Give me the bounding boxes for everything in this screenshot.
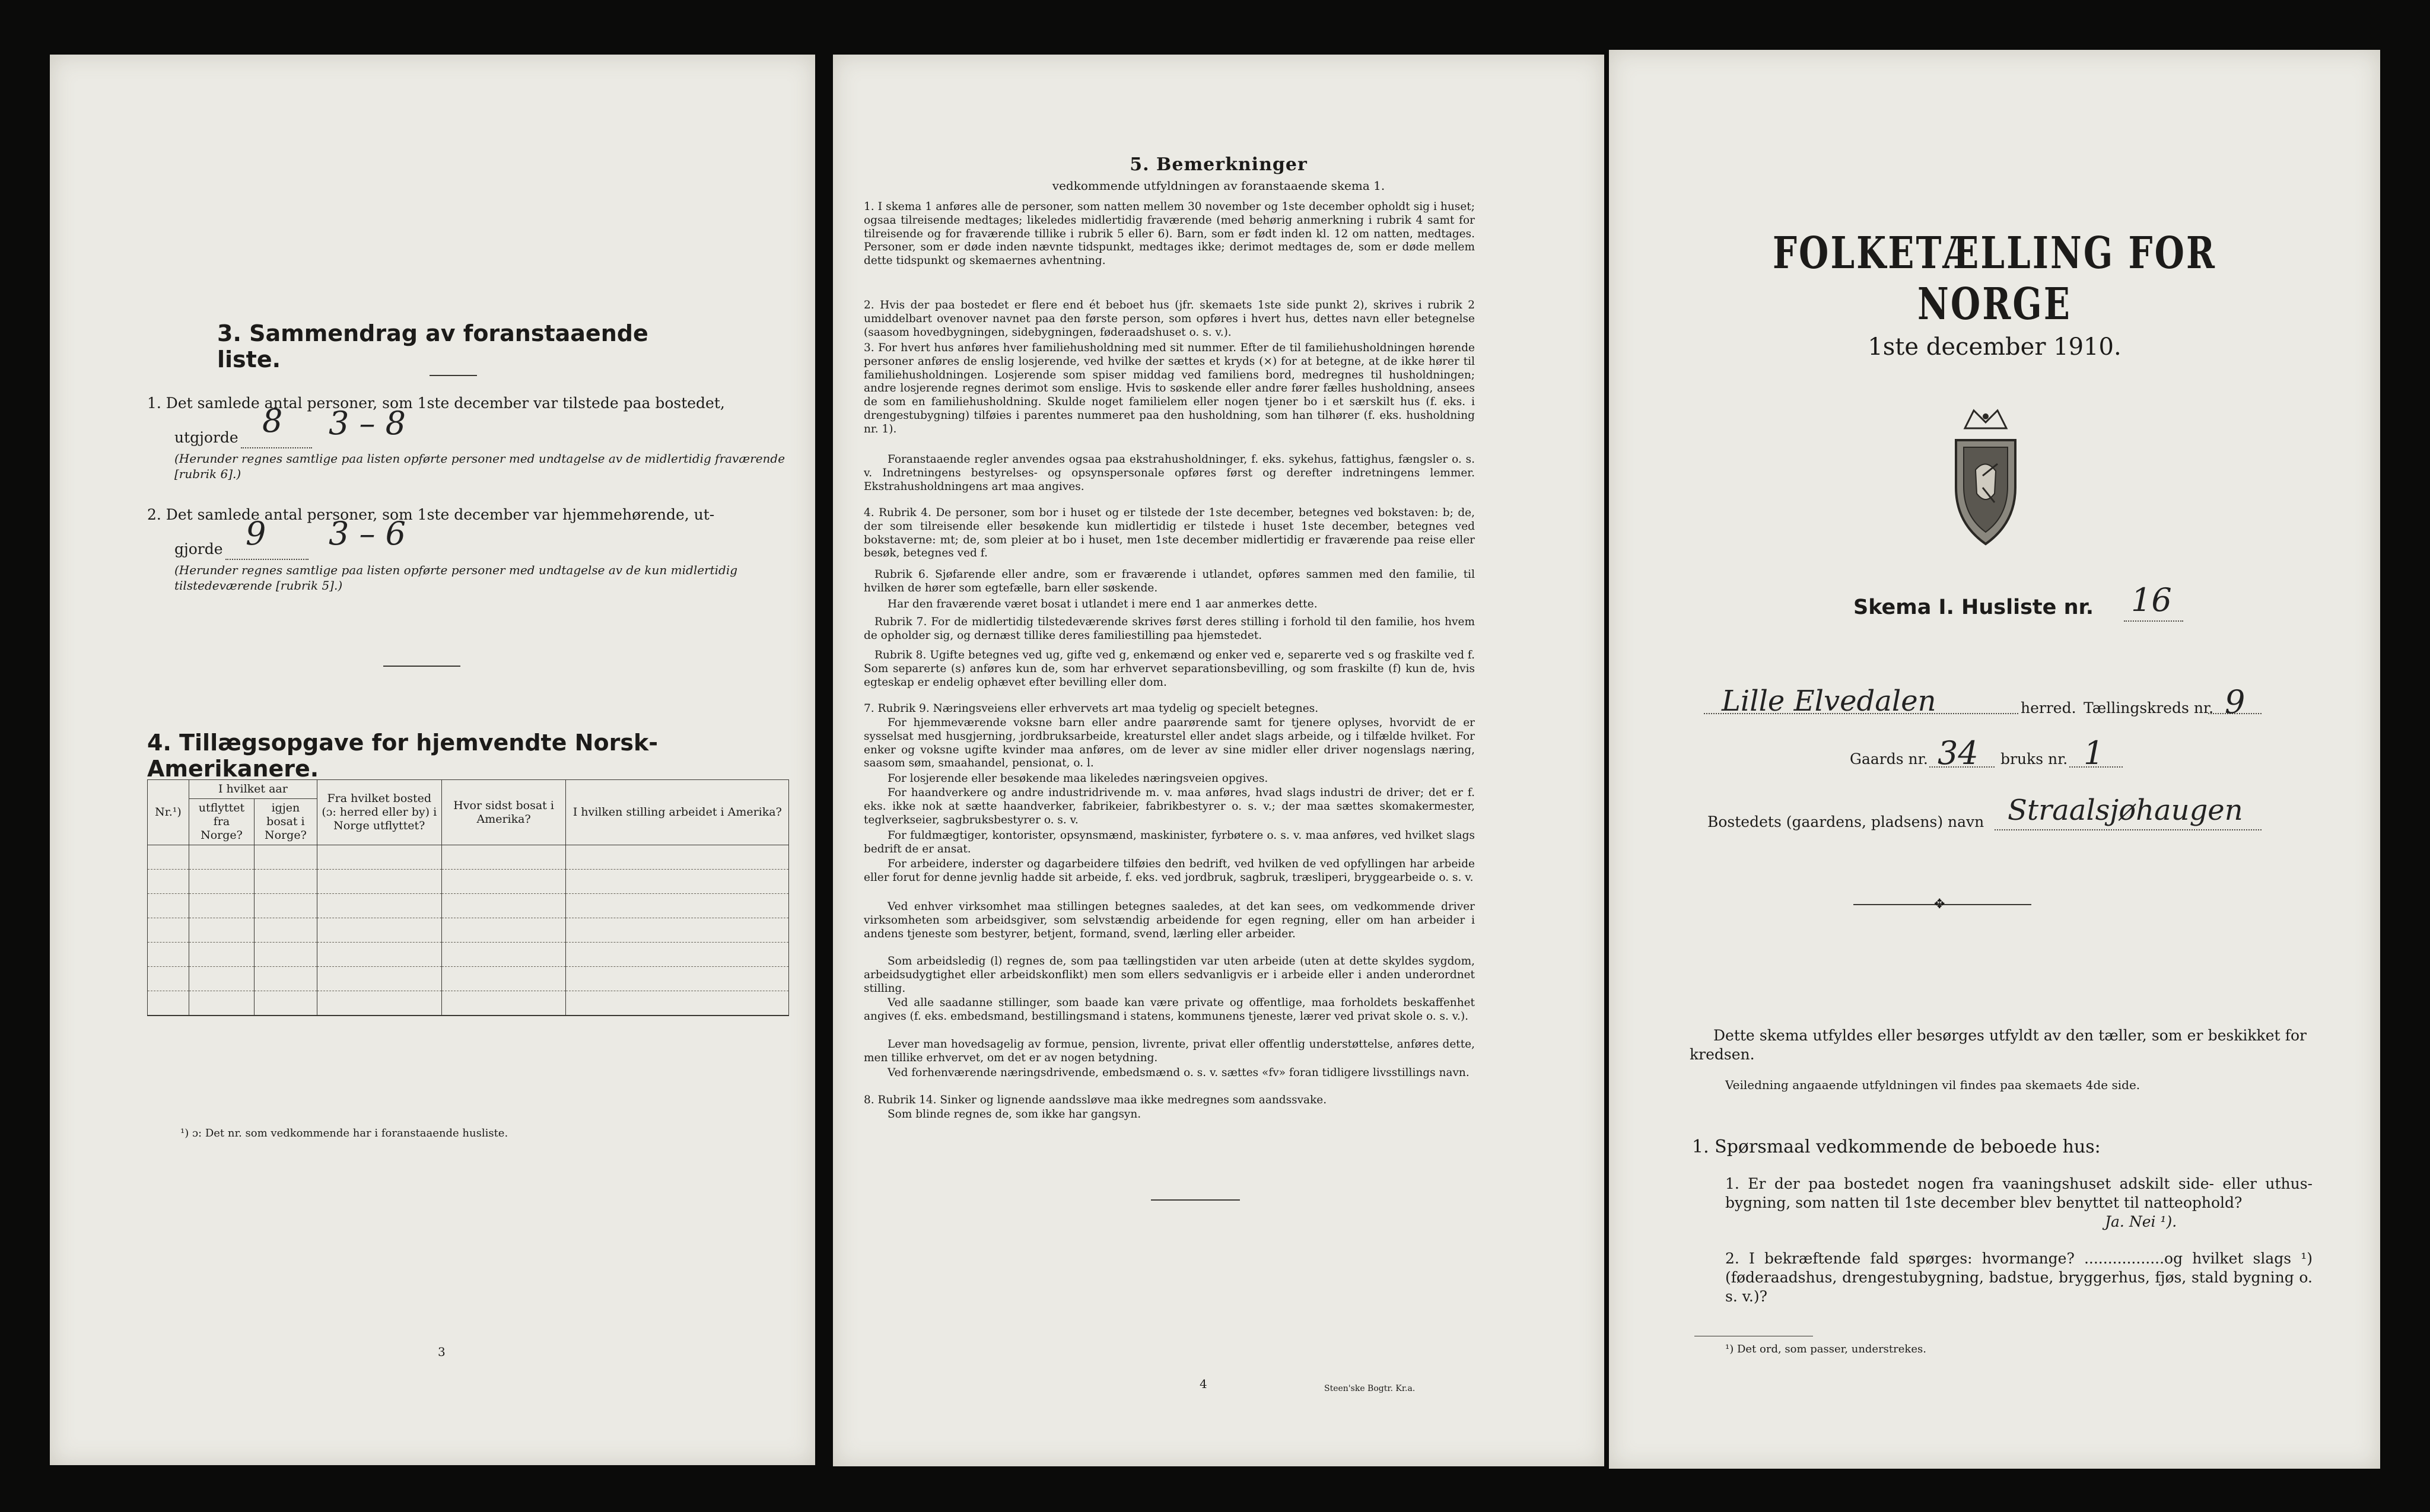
item-1-note: (Herunder regnes samtlige paa listen opførte personer med undtagelse av de midlertidig fraværende [rubrik 6].) [174,451,785,481]
remark-note: Ved forhenværende næringsdrivende, embedsmænd o. s. v. sættes «fv» foran tidligere livsstillings navn. [888,1067,1470,1079]
column-header: Hvor sidst bosat i Amerika? [441,780,566,845]
remark-note: 7. Rubrik 9. Næringsveiens eller erhvervets art maa tydelig og specielt betegnes. [864,702,1319,715]
item-1-handwritten-extra: 3 – 8 [329,405,406,442]
table-row [148,845,789,870]
item-1-utgjorde-label: utgjorde [174,429,238,446]
norsk-amerikanere-table [147,779,789,1016]
taellingskreds-number: 9 [2225,683,2245,721]
table-footnote: ¹) ɔ: Det nr. som vedkommende har i foranstaaende husliste. [180,1127,508,1139]
guidance-text: Veiledning angaaende utfyldningen vil findes paa skemaets 4de side. [1725,1078,2140,1092]
printer-imprint: Steen'ske Bogtr. Kr.a. [1324,1384,1416,1393]
remark-note: For hjemmeværende voksne barn eller andre paarørende samt for tjenere oplyses, hvorvidt de er sysselsat med husgjerning, jordbruksarbeide, kreaturstel eller andet slags arbeide, og i tilfælde hvilket. For enker og voksne ugifte kvinder maa anføres, om de lever av sine midler eller driver nogenslags næring, saasom søm, smaahandel, pensionat, o. l. [864,717,1475,770]
remark-note: 8. Rubrik 14. Sinker og lignende aandssløve maa ikke medregnes som aandssvake. [864,1094,1327,1106]
bruks-label: bruks nr. [2000,750,2068,768]
gaards-number: 34 [1938,734,1979,772]
remark-note: For losjerende eller besøkende maa likeledes næringsveien opgives. [888,772,1268,785]
husliste-number: 16 [2131,581,2172,619]
remark-note: For fuldmægtiger, kontorister, opsynsmænd, maskinister, fyrbøtere o. s. v. maa anføres, ved hvilket slags bedrift de er ansat. [864,829,1475,855]
question-2: 2. I bekræftende fald spørges: hvormange? .................og hvilket slags ¹) (føderaadshus, drengestubygning, badstue, bryggerhus, fjøs, stald bygning o. s. v.)? [1725,1250,2313,1305]
remark-note: For arbeidere, inderster og dagarbeidere tilføies den bedrift, ved hvilken de ved opfyllingen har arbeide eller forut for denne jevnlig hadde sit arbeide, f. eks. ved jordbruk, sagbruk, træsliperi, bryggearbeide o. s. v. [864,858,1475,884]
taellingskreds-label: Tællingskreds nr. [2084,699,2214,717]
page-footnote: ¹) Det ord, som passer, understrekes. [1725,1343,1926,1355]
table-row [148,918,789,943]
bosted-handwritten: Straalsjøhaugen [2008,794,2243,827]
section-3-heading: 3. Sammendrag av foranstaaende liste. [217,320,648,373]
remark-note: Ved alle saadanne stillinger, som baade kan være private og offentlige, maa forholdets beskaffenhet angives (f. eks. embedsmand, bestillingsmand i statens, kommunens tjeneste, lærer ved privat skole o. s. v.). [864,997,1475,1023]
column-header: utflyttet fra Norge? [189,799,254,845]
remark-note: Ved enhver virksomhet maa stillingen betegnes saaledes, at det kan sees, om vedkommende driver virksomheten som arbeidsgiver, som selvstændig arbeidende for egen regning, eller om han arbeider i andens tjeneste som bestyrer, betjent, formand, svend, lærling eller arbeider. [864,900,1475,940]
remark-note: For haandverkere og andre industridrivende m. v. maa anføres, hvad slags industri de driver; det er f. eks. ikke nok at sætte haandverker, fabrikeier, fabrikbestyrer o. s. v.; der maa sættes skomakermester, teglverkseier, sagbruksbestyrer o. s. v. [864,787,1475,826]
info-text: Dette skema utfyldes eller besørges utfyldt av den tæller, som er beskikket for kredsen. [1690,1027,2307,1063]
table-row [148,943,789,967]
divider [1151,1199,1240,1201]
column-header: igjen bosat i Norge? [254,799,317,845]
remarks-subheading: vedkommende utfyldningen av foranstaaende skema 1. [1052,179,1385,193]
divider [383,666,460,667]
summary-item-1: 1. Det samlede antal personer, som 1ste december var tilstede paa bostedet, [147,394,725,412]
remark-note: Som blinde regnes de, som ikke har gangsyn. [888,1108,1141,1121]
table-row [148,991,789,1016]
column-header: I hvilken stilling arbeidet i Amerika? [566,780,789,845]
question-1: 1. Er der paa bostedet nogen fra vaaningshuset adskilt side- eller uthus-bygning, som natten til 1ste december blev benyttet til natteophold? [1725,1175,2313,1211]
summary-item-2: 2. Det samlede antal personer, som 1ste december var hjemmehørende, ut- [147,506,715,523]
remark-note: Rubrik 8. Ugifte betegnes ved ug, gifte ved g, enkemænd og enker ved e, separerte ved s og fraskilte ved f. Som separerte (s) anføres kun de, som har erhvervet separationsbevilling, og som fraskilte (f) kun de, hvis egteskap er endelig ophævet efter bevilling eller dom. [864,649,1475,689]
column-header: Fra hvilket bosted (ɔ: herred eller by) i Norge utflyttet? [317,780,441,845]
skema-label: Skema I. Husliste nr. [1853,596,2094,619]
table-row [148,870,789,894]
item-2-handwritten-value: 9 [246,515,266,552]
census-date: 1ste december 1910. [1868,333,2122,361]
gaards-label: Gaards nr. [1850,750,1928,768]
page-number: 3 [438,1345,446,1359]
remark-note: Rubrik 7. For de midlertidig tilstedeværende skrives først deres stilling i forhold til den familie, hos hvem de opholder sig, og dernæst tillike deres familiestilling paa hjemstedet. [864,616,1475,642]
remarks-heading: 5. Bemerkninger [1130,154,1308,175]
remark-note: Har den fraværende været bosat i utlandet i mere end 1 aar anmerkes dette. [888,598,1318,610]
item-2-handwritten-extra: 3 – 6 [329,515,406,552]
page-number: 4 [1200,1377,1207,1391]
herred-handwritten: Lille Elvedalen [1722,685,1936,718]
question-1-answer: Ja. Nei ¹). [2105,1213,2177,1230]
remark-note: Lever man hovedsagelig av formue, pension, livrente, privat eller offentlig understøttelse, anføres dette, men tillike erhvervet, om det er av nogen betydning. [864,1038,1475,1064]
item-2-gjorde-label: gjorde [174,540,223,558]
remark-note: 3. For hvert hus anføres hver familiehusholdning med sit nummer. Efter de til familiehusholdningen hørende personer anføres de enslig losjerende, ved hvilke der sættes et kryds (×) for at betegne, at de ikke hører til familiehusholdningen. Losjerende som spiser middag ved familiens bord, medregnes til husholdningen; andre losjerende regnes derimot som enslige. Hvis to søskende eller andre fører fælles husholdning, ansees de som en familiehusholdning. Skulde noget familielem eller nogen tjener bo i et særskilt hus (f. eks. i drengestubygning) tilføies i parentes nummeret paa den husholdning, som han tilhører (f. eks. husholdning nr. 1). [864,342,1475,435]
census-title: FOLKETÆLLING FOR NORGE [1772,228,2217,330]
remark-note: Som arbeidsledig (l) regnes de, som paa tællingstiden var uten arbeide (uten at dette skyldes sygdom, arbeidsudygtighet eller arbeidskonflikt) men som ellers sedvanligvis er i arbeide eller i anden underordnet stilling. [864,955,1475,995]
section-4-heading: 4. Tillægsopgave for hjemvendte Norsk-Amerikanere. [147,730,658,782]
item-2-note: (Herunder regnes samtlige paa listen opførte personer med undtagelse av de kun midlertidig tilstedeværende [rubrik 5].) [174,563,738,593]
ornament-icon: ✥ [1934,897,1945,912]
middle-page [833,55,1604,1466]
table-row [148,894,789,918]
left-page [50,55,815,1465]
column-header: Nr.¹) [148,780,189,845]
remark-note: Foranstaaende regler anvendes ogsaa paa ekstrahusholdninger, f. eks. sykehus, fattighus, fængsler o. s. v. Indretningens bestyrelses- og opsynspersonale opføres først og derefter indretningens lemmer. Ekstrahusholdningens art maa angives. [864,453,1475,493]
remark-note: 2. Hvis der paa bostedet er flere end ét beboet hus (jfr. skemaets 1ste side punkt 2), skrives i rubrik 2 umiddelbart ovenover navnet paa den første person, som opføres i hvert hus, dettes navn eller betegnelse (saasom hovedbygningen, sidebygningen, føderaadshuset o. s. v.). [864,299,1475,339]
norwegian-coat-of-arms-icon [1941,405,2030,553]
column-group-header: I hvilket aar [189,780,317,799]
right-page [1609,50,2380,1469]
item-1-handwritten-value: 8 [262,402,283,440]
divider [430,375,477,376]
table-row [148,967,789,991]
remark-note: 1. I skema 1 anføres alle de personer, som natten mellem 30 november og 1ste december opholdt sig i huset; ogsaa tilreisende medtages; likeledes midlertidig fraværende (med behørig anmerkning i rubrik 4 samt for tilreisende og for fraværende tillike i rubrik 5 eller 6). Barn, som er født inden kl. 12 om natten, medtages. Personer, som er døde inden nævnte tidspunkt, medtages ikke; derimot medtages de, som er døde mellem dette tidspunkt og skemaernes avhentning. [864,200,1475,268]
question-heading: 1. Spørsmaal vedkommende de beboede hus: [1692,1137,2101,1157]
herred-label: herred. [2021,699,2076,717]
bosted-label: Bostedets (gaardens, pladsens) navn [1707,813,1984,830]
remark-note: 4. Rubrik 4. De personer, som bor i huset og er tilstede der 1ste december, betegnes ved bokstaven: b; de, der som tilreisende eller besøkende kun midlertidig er tilstede i huset 1ste december, betegnes ved bokstaverne: mt; de, som pleier at bo i huset, men 1ste december midlertidig er fraværende paa reise eller besøk, betegnes ved f. [864,507,1475,560]
bruks-number: 1 [2084,734,2104,772]
remark-note: Rubrik 6. Sjøfarende eller andre, som er fraværende i utlandet, opføres sammen med den familie, til hvilken de hører som egtefælle, barn eller søskende. [864,568,1475,594]
